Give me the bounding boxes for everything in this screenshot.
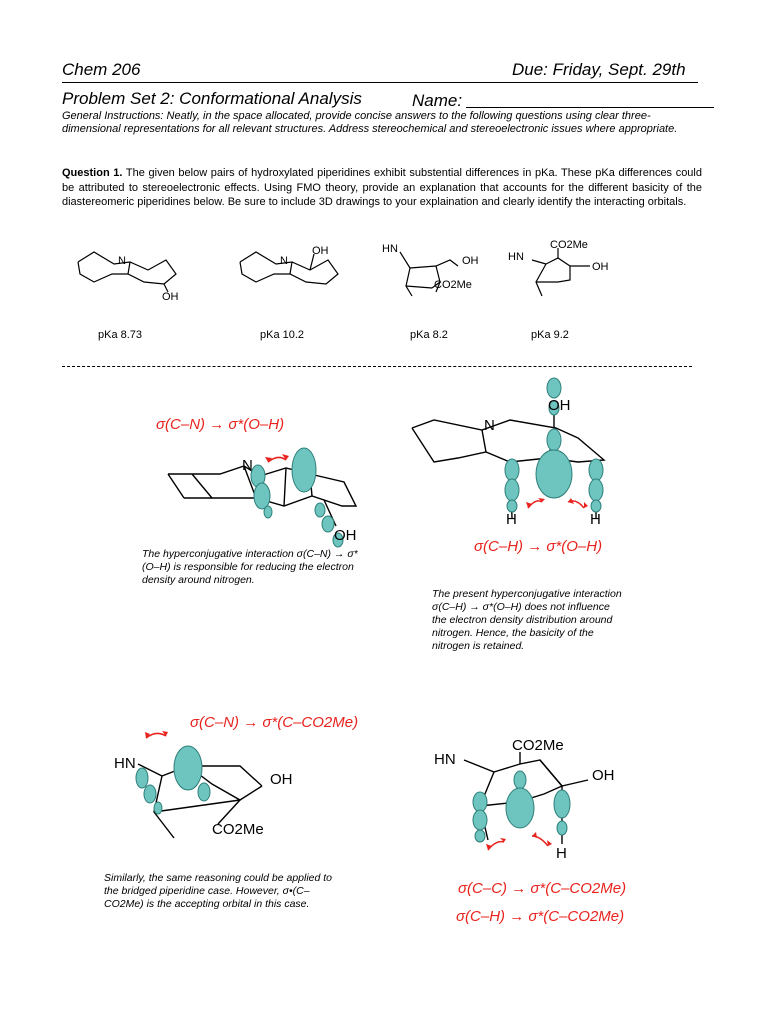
struct1-n: N [118, 255, 126, 267]
panel1-diagram [164, 440, 374, 550]
panel4-interaction-2: σ(C–H) → σ*(C–CO2Me) [456, 908, 625, 925]
panel2-note: The present hyperconjugative interaction σ(C–H) → σ*(O–H) does not influence the electron density distribution around nitrogen. Hence, the basicity of the nitrogen is retained. [432, 588, 622, 652]
struct2-n: N [280, 255, 288, 267]
panel4-hn: HN [434, 751, 456, 768]
panel2-n: N [484, 417, 495, 434]
panel1-note: The hyperconjugative interaction σ(C–N) → σ*(O–H) is responsible for reducing the electron density around nitrogen. [142, 548, 358, 586]
panel2-oh: OH [548, 397, 571, 414]
struct3-co2me: CO2Me [434, 279, 472, 291]
structure-4 [508, 238, 628, 308]
panel3-oh: OH [270, 771, 293, 788]
panel4-interaction-1: σ(C–C) → σ*(C–CO2Me) [458, 880, 627, 897]
panel4-h: H [556, 845, 567, 862]
panel1-oh: OH [334, 527, 357, 544]
struct4-co2me: CO2Me [550, 239, 588, 251]
panel2-h-left: H [506, 511, 517, 528]
due-date: Due: Friday, Sept. 29th [512, 60, 686, 79]
panel3-co2me: CO2Me [212, 821, 264, 838]
panel1-n: N [242, 457, 253, 474]
panel3-diagram [112, 726, 312, 846]
section-divider [62, 366, 692, 367]
structure-3 [378, 240, 498, 310]
panel3-interaction: σ(C–N) → σ*(C–CO2Me) [190, 714, 359, 731]
structure-2 [234, 240, 354, 310]
pka-1: pKa 8.73 [98, 329, 143, 341]
struct2-oh: OH [312, 245, 329, 257]
panel4-oh: OH [592, 767, 615, 784]
pka-2: pKa 10.2 [260, 329, 305, 341]
panel4-co2me: CO2Me [512, 737, 564, 754]
panel2-h-right: H [590, 511, 601, 528]
header-rule [62, 82, 698, 83]
general-instructions: General Instructions: Neatly, in the space allocated, provide concise answers to the following questions using clear three-dimensional representations for all relevant structures. Address stereochemical and stereoelectronic issues where appropriate. [62, 110, 678, 135]
panel1-interaction: σ(C–N) → σ*(O–H) [156, 416, 285, 433]
panel2-interaction: σ(C–H) → σ*(O–H) [474, 538, 603, 555]
pka-3: pKa 8.2 [410, 329, 448, 341]
name-blank-line [466, 107, 714, 108]
struct3-hn: HN [382, 243, 398, 255]
struct4-hn: HN [508, 251, 524, 263]
pka-4: pKa 9.2 [531, 329, 569, 341]
question-1-text: The given below pairs of hydroxylated piperidines exhibit substential differences in pKa. These pKa differences could be attributed to stereoelectronic effects. Using FMO theory, provide an explanation that accounts for the different basicity of the diastereomeric piperidines below. Be sure to include 3D drawings to your explaination and clearly identify the interacting orbitals. [62, 167, 702, 208]
course-title: Chem 206 [62, 60, 141, 79]
structure-1 [72, 240, 192, 310]
question-1-label: Question 1. [62, 167, 123, 179]
question-1 [62, 166, 702, 210]
panel2-diagram [408, 378, 628, 528]
struct3-oh: OH [462, 255, 479, 267]
panel3-hn: HN [114, 755, 136, 772]
struct1-oh: OH [162, 291, 179, 303]
panel3-note: Similarly, the same reasoning could be applied to the bridged piperidine case. However, σ•(C–CO2Me) is the accepting orbital in this case. [104, 872, 333, 910]
panel4-diagram [434, 732, 634, 862]
name-label: Name: [412, 91, 463, 110]
struct4-oh: OH [592, 261, 609, 273]
problem-set-title: Problem Set 2: Conformational Analysis [62, 89, 362, 108]
